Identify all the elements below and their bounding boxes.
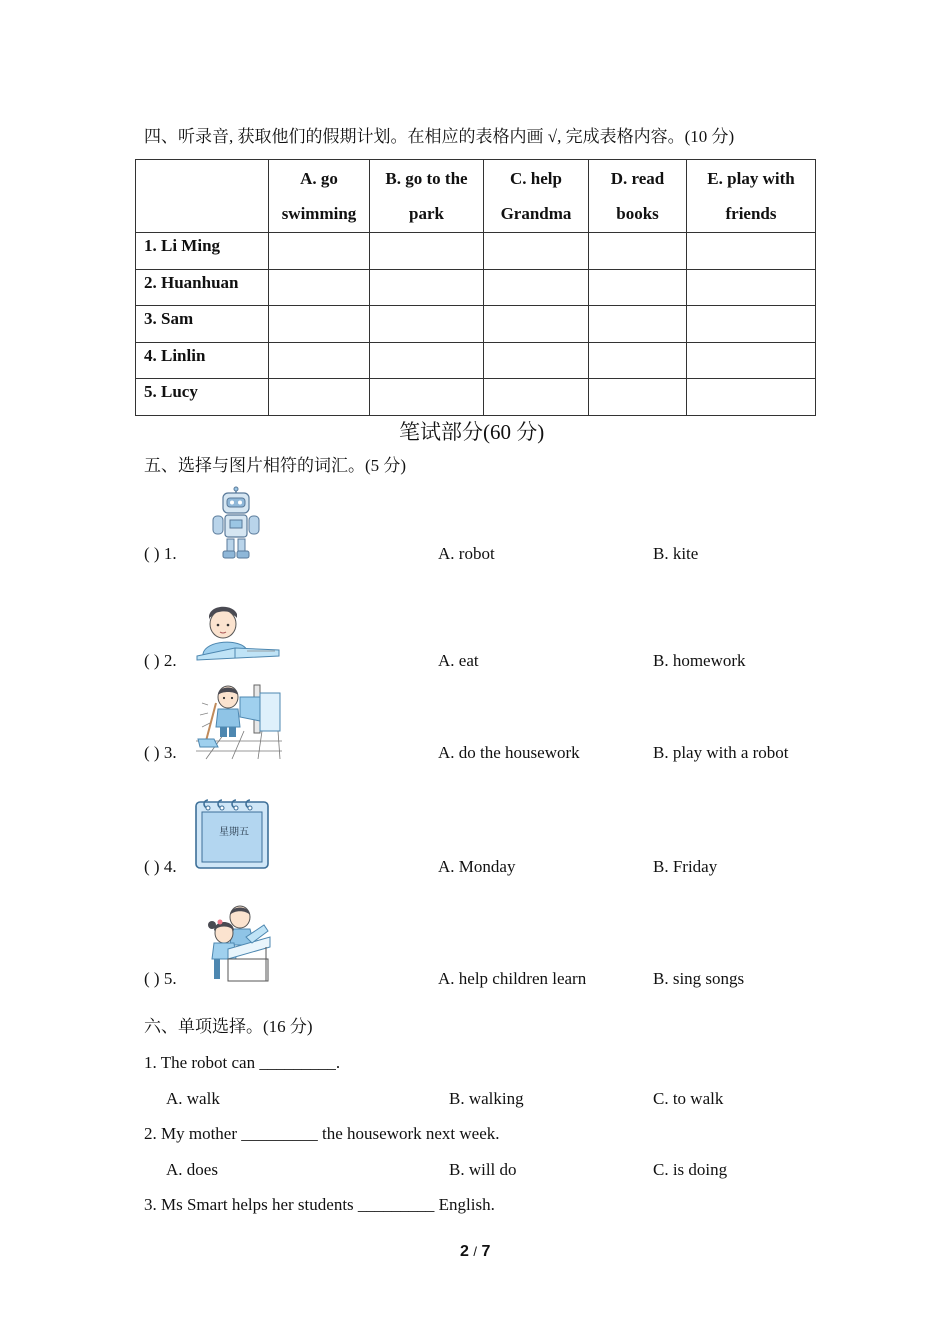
row-name-sam: 3. Sam bbox=[136, 306, 269, 343]
calendar-picture bbox=[194, 796, 270, 870]
option-a: A. Monday bbox=[438, 857, 516, 876]
option-b: B. kite bbox=[653, 544, 699, 563]
answer-cell[interactable] bbox=[687, 269, 816, 306]
answer-cell[interactable] bbox=[269, 306, 370, 343]
answer-cell[interactable] bbox=[370, 306, 484, 343]
option-b: B. play with a robot bbox=[653, 743, 789, 762]
vacation-plan-table bbox=[135, 159, 816, 416]
option-b: B. sing songs bbox=[653, 969, 745, 988]
question-stem: 3. Ms Smart helps her students _________ English. bbox=[144, 1195, 495, 1214]
table-row bbox=[136, 306, 816, 343]
answer-cell[interactable] bbox=[269, 342, 370, 379]
answer-cell[interactable] bbox=[484, 306, 589, 343]
item-label: ( ) 1. bbox=[144, 544, 177, 563]
option-a: A. do the housework bbox=[438, 743, 580, 762]
item-label: ( ) 5. bbox=[144, 969, 177, 988]
answer-cell[interactable] bbox=[589, 379, 687, 416]
answer-cell[interactable] bbox=[269, 233, 370, 270]
item-label: ( ) 4. bbox=[144, 857, 177, 876]
answer-cell[interactable] bbox=[687, 342, 816, 379]
answer-cell[interactable] bbox=[370, 233, 484, 270]
section5-instruction: 五、选择与图片相符的词汇。(5 分) bbox=[144, 456, 407, 475]
table-row bbox=[136, 379, 816, 416]
option-a: A. eat bbox=[438, 651, 479, 670]
answer-cell[interactable] bbox=[484, 379, 589, 416]
calendar-text: 星期五 bbox=[219, 827, 249, 838]
answer-cell[interactable] bbox=[589, 269, 687, 306]
section6-instruction: 六、单项选择。(16 分) bbox=[144, 1017, 313, 1036]
table-row bbox=[136, 342, 816, 379]
option-a: A. robot bbox=[438, 544, 495, 563]
question-option: C. is doing bbox=[653, 1160, 728, 1179]
row-name-huanhuan: 2. Huanhuan bbox=[136, 269, 269, 306]
answer-cell[interactable] bbox=[269, 269, 370, 306]
item-label: ( ) 3. bbox=[144, 743, 177, 762]
column-header-go-swimming: A. go swimming bbox=[269, 160, 370, 233]
answer-cell[interactable] bbox=[484, 233, 589, 270]
row-name-linlin: 4. Linlin bbox=[136, 342, 269, 379]
answer-cell[interactable] bbox=[484, 342, 589, 379]
table-row bbox=[136, 269, 816, 306]
page-total: 7 bbox=[481, 1243, 491, 1260]
answer-cell[interactable] bbox=[370, 379, 484, 416]
column-header-play-with-friends: E. play with friends bbox=[687, 160, 816, 233]
question-stem: 2. My mother _________ the housework next week. bbox=[144, 1124, 500, 1143]
question-option: B. walking bbox=[449, 1089, 524, 1108]
answer-cell[interactable] bbox=[589, 233, 687, 270]
question-option: C. to walk bbox=[653, 1089, 724, 1108]
children-learning-picture bbox=[206, 903, 274, 987]
question-option: A. walk bbox=[166, 1089, 220, 1108]
answer-cell[interactable] bbox=[687, 306, 816, 343]
answer-cell[interactable] bbox=[589, 306, 687, 343]
boy-mopping-floor-picture bbox=[196, 683, 282, 761]
column-header-help-grandma: C. help Grandma bbox=[484, 160, 589, 233]
answer-cell[interactable] bbox=[589, 342, 687, 379]
table-row bbox=[136, 233, 816, 270]
option-b: B. homework bbox=[653, 651, 746, 670]
answer-cell[interactable] bbox=[370, 269, 484, 306]
option-b: B. Friday bbox=[653, 857, 718, 876]
robot-picture bbox=[208, 487, 264, 561]
table-corner-cell bbox=[136, 160, 269, 233]
column-header-read-books: D. read books bbox=[589, 160, 687, 233]
row-name-lucy: 5. Lucy bbox=[136, 379, 269, 416]
page-number bbox=[460, 1243, 490, 1261]
answer-cell[interactable] bbox=[687, 233, 816, 270]
boy-doing-homework-picture bbox=[195, 602, 281, 662]
answer-cell[interactable] bbox=[687, 379, 816, 416]
question-option: B. will do bbox=[449, 1160, 517, 1179]
section4-instruction: 四、听录音, 获取他们的假期计划。在相应的表格内画 √, 完成表格内容。(10 分) bbox=[144, 127, 735, 146]
question-option: A. does bbox=[166, 1160, 218, 1179]
page-current: 2 bbox=[460, 1243, 469, 1260]
item-label: ( ) 2. bbox=[144, 651, 177, 670]
option-a: A. help children learn bbox=[438, 969, 587, 988]
answer-cell[interactable] bbox=[370, 342, 484, 379]
written-section-title: 笔试部分(60 分) bbox=[399, 420, 545, 444]
question-stem: 1. The robot can _________. bbox=[144, 1053, 341, 1072]
column-header-go-to-the-park: B. go to the park bbox=[370, 160, 484, 233]
answer-cell[interactable] bbox=[269, 379, 370, 416]
row-name-li-ming: 1. Li Ming bbox=[136, 233, 269, 270]
answer-cell[interactable] bbox=[484, 269, 589, 306]
table-header-row bbox=[136, 160, 816, 233]
page-separator: / bbox=[473, 1244, 477, 1259]
